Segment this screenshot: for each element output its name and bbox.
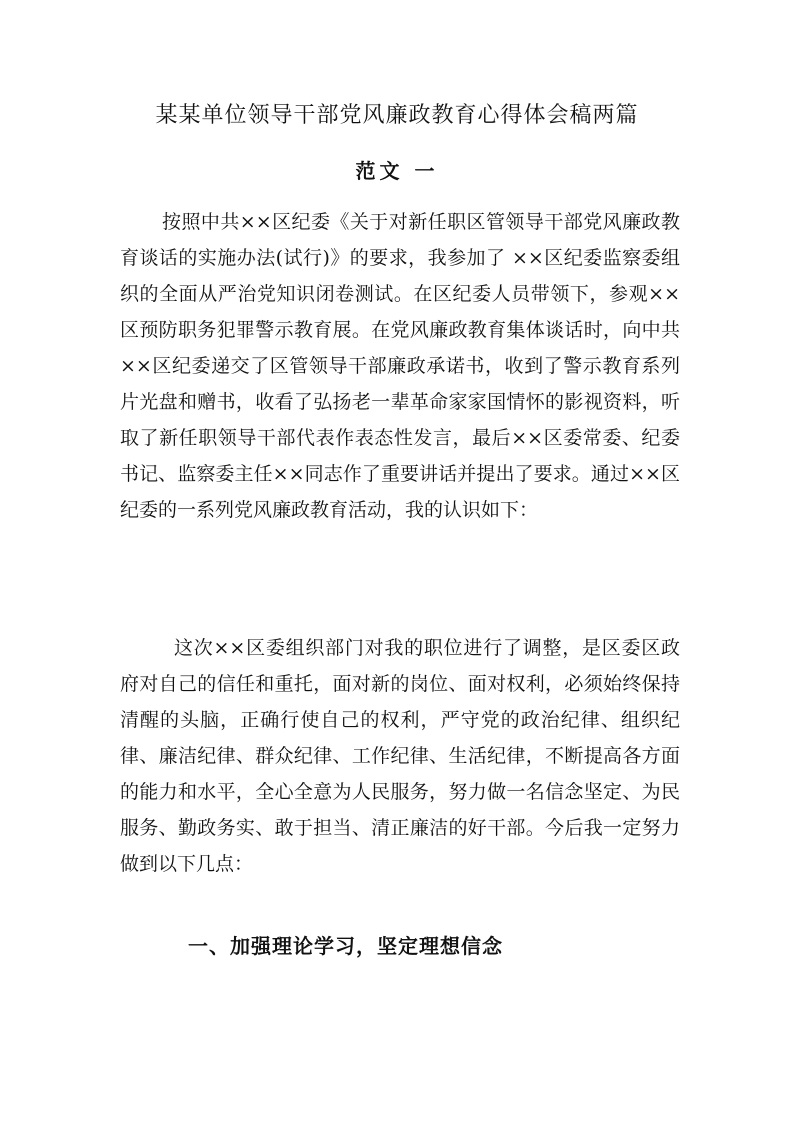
document-subtitle: 范文 一 xyxy=(355,159,439,183)
paragraph-1: 按照中共××区纪委《关于对新任职区管领导干部党风廉政教育谈话的实施办法(试行)》的要求，我参加了 ××区纪委监察委组织的全面从严治党知识闭卷测试。在区纪委人员带领下，参观××区预防职务犯罪警示教育展。在党风廉政教育集体谈话时，向中共××区纪委递交了区管领导干部廉政承诺书，收到了警示教育系列片光盘和赠书，收看了弘扬老一辈革命家家国情怀的影视资料，听取了新任职领导干部代表作表态性发言，最后××区委常委、纪委书记、监察委主任××同志作了重要讲话并提出了要求。通过××区纪委的一系列党风廉政教育活动，我的认识如下： xyxy=(120,211,680,521)
document-title: 某某单位领导干部党风廉政教育心得体会稿两篇 xyxy=(155,103,639,128)
section-heading: 一、加强理论学习，坚定理想信念 xyxy=(188,934,503,958)
paragraph-2: 这次××区委组织部门对我的职位进行了调整，是区委区政府对自己的信任和重托，面对新的岗位、面对权利，必须始终保持清醒的头脑，正确行使自己的权利，严守党的政治纪律、组织纪律、廉洁纪律、群众纪律、工作纪律、生活纪律，不断提高各方面的能力和水平，全心全意为人民服务，努力做一名信念坚定、为民服务、勤政务实、敢于担当、清正廉洁的好干部。今后我一定努力做到以下几点： xyxy=(120,637,680,875)
